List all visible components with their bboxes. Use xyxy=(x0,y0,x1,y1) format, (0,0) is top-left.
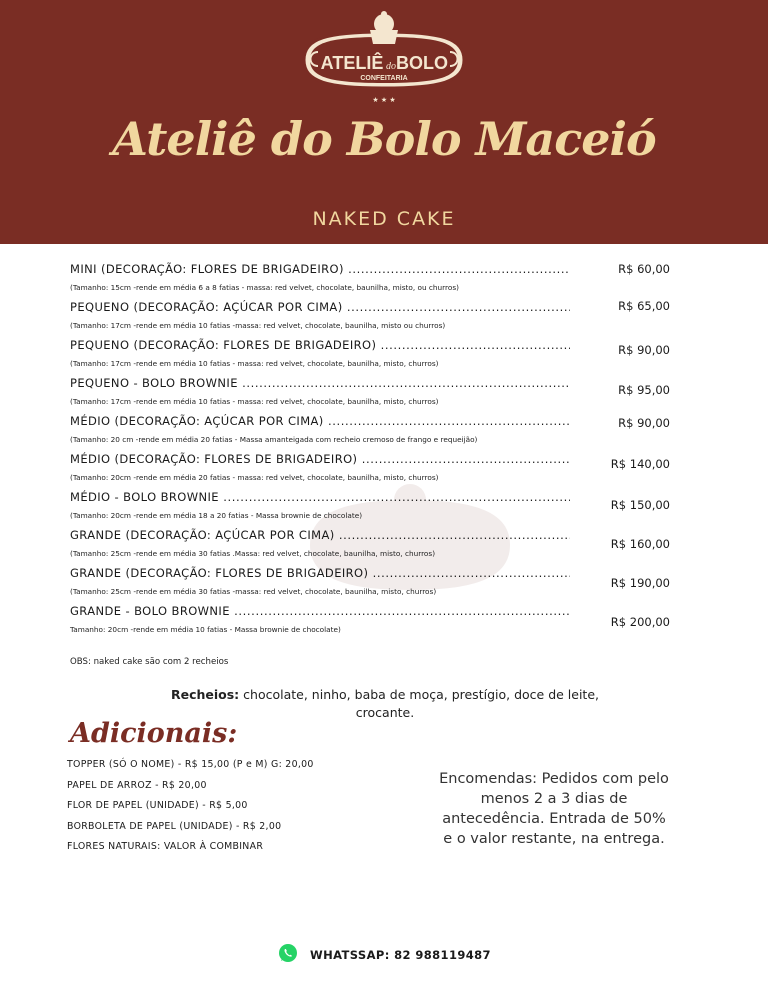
menu-item-description: (Tamanho: 25cm -rende em média 30 fatias .Massa: red velvet, chocolate, baunilha, misto, churros) xyxy=(70,549,436,558)
menu-item-price: R$ 160,00 xyxy=(610,537,670,551)
menu-item-name: PEQUENO (DECORAÇÃO: AÇÚCAR POR CIMA) ..... xyxy=(70,300,570,314)
menu-item-name: PEQUENO (DECORAÇÃO: FLORES DE BRIGADEIRO) ..... xyxy=(70,338,570,352)
menu-item-price: R$ 60,00 xyxy=(618,262,670,276)
section-title: NAKED CAKE xyxy=(312,208,456,230)
menu-item-name: MÉDIO (DECORAÇÃO: FLORES DE BRIGADEIRO) ..... xyxy=(70,452,570,466)
svg-text:★ ★ ★: ★ ★ ★ xyxy=(372,96,396,104)
observation-note: OBS: naked cake são com 2 recheios xyxy=(70,657,229,667)
menu-item-description: Tamanho: 20cm -rende em média 10 fatias - Massa brownie de chocolate) xyxy=(70,625,341,634)
whatsapp-number: WHATSSAP: 82 988119487 xyxy=(310,948,491,962)
menu-item-description: (Tamanho: 20 cm -rende em média 20 fatias - Massa amanteigada com recheio cremoso de frango e requeijão) xyxy=(70,435,478,444)
svg-text:do: do xyxy=(386,61,396,72)
menu-item-description: (Tamanho: 17cm -rende em média 10 fatias - massa: red velvet, chocolate, baunilha, misto, churros) xyxy=(70,359,439,368)
menu-item-name: MÉDIO - BOLO BROWNIE ..... xyxy=(70,490,570,504)
extras-item: PAPEL DE ARROZ - R$ 20,00 xyxy=(67,779,207,791)
extras-item: BORBOLETA DE PAPEL (UNIDADE) - R$ 2,00 xyxy=(67,820,282,832)
header-banner xyxy=(0,0,768,244)
fillings-note xyxy=(140,686,630,722)
menu-item-price: R$ 140,00 xyxy=(610,457,670,471)
menu-item-description: (Tamanho: 15cm -rende em média 6 a 8 fatias - massa: red velvet, chocolate, baunilha, misto, ou churros) xyxy=(70,283,460,292)
menu-item-price: R$ 150,00 xyxy=(610,498,670,512)
menu-item-description: (Tamanho: 25cm -rende em média 30 fatias -massa: red velvet, chocolate, baunilha, misto, churros) xyxy=(70,587,437,596)
menu-item-name: MINI (DECORAÇÃO: FLORES DE BRIGADEIRO) ..... xyxy=(70,262,570,276)
menu-item-price: R$ 90,00 xyxy=(618,416,670,430)
page-title: Ateliê do Bolo Maceió xyxy=(112,112,656,166)
menu-item-price: R$ 90,00 xyxy=(618,343,670,357)
menu-item-price: R$ 190,00 xyxy=(610,576,670,590)
menu-item-name: GRANDE (DECORAÇÃO: FLORES DE BRIGADEIRO) ..... xyxy=(70,566,570,580)
orders-note: Encomendas: Pedidos com pelo menos 2 a 3 dias de antecedência. Entrada de 50% e o valor restante, na entrega. xyxy=(439,771,669,847)
menu-item-description: (Tamanho: 17cm -rende em média 10 fatias -massa: red velvet, chocolate, baunilha, misto ou churros) xyxy=(70,321,446,330)
extras-item: FLOR DE PAPEL (UNIDADE) - R$ 5,00 xyxy=(67,800,248,811)
whatsapp-icon xyxy=(278,943,298,963)
menu-item-name: GRANDE (DECORAÇÃO: AÇÚCAR POR CIMA) ..... xyxy=(70,528,570,542)
svg-text:BOLO: BOLO xyxy=(396,53,448,73)
fillings-text: chocolate, ninho, baba de moça, prestígio, doce de leite, crocante. xyxy=(239,687,599,720)
menu-item-description: (Tamanho: 20cm -rende em média 20 fatias - massa: red velvet, chocolate, baunilha, misto, churros) xyxy=(70,473,439,482)
menu-item-description: (Tamanho: 20cm -rende em média 18 a 20 fatias - Massa brownie de chocolate) xyxy=(70,511,363,520)
menu-item-price: R$ 65,00 xyxy=(618,299,670,313)
menu-item-name: PEQUENO - BOLO BROWNIE ..... xyxy=(70,376,570,390)
svg-text:CONFEITARIA: CONFEITARIA xyxy=(360,75,408,82)
menu-item-description: (Tamanho: 17cm -rende em média 10 fatias - massa: red velvet, chocolate, baunilha, misto, churros) xyxy=(70,397,439,406)
menu-item-name: GRANDE - BOLO BROWNIE ..... xyxy=(70,604,570,618)
atelie-do-bolo-logo xyxy=(298,8,470,112)
extras-title: Adicionais: xyxy=(70,718,238,749)
menu-item-price: R$ 95,00 xyxy=(618,383,670,397)
fillings-label: Recheios: xyxy=(170,687,240,702)
svg-text:ATELIÊ: ATELIÊ xyxy=(320,53,384,73)
menu-item-name: MÉDIO (DECORAÇÃO: AÇÚCAR POR CIMA) ..... xyxy=(70,414,570,428)
extras-list xyxy=(67,759,314,862)
menu-item-price: R$ 200,00 xyxy=(610,615,670,629)
extras-item: FLORES NATURAIS: VALOR À COMBINAR xyxy=(67,841,264,852)
extras-item: TOPPER (SÓ O NOME) - R$ 15,00 (P e M) G: 20,00 xyxy=(67,759,314,770)
